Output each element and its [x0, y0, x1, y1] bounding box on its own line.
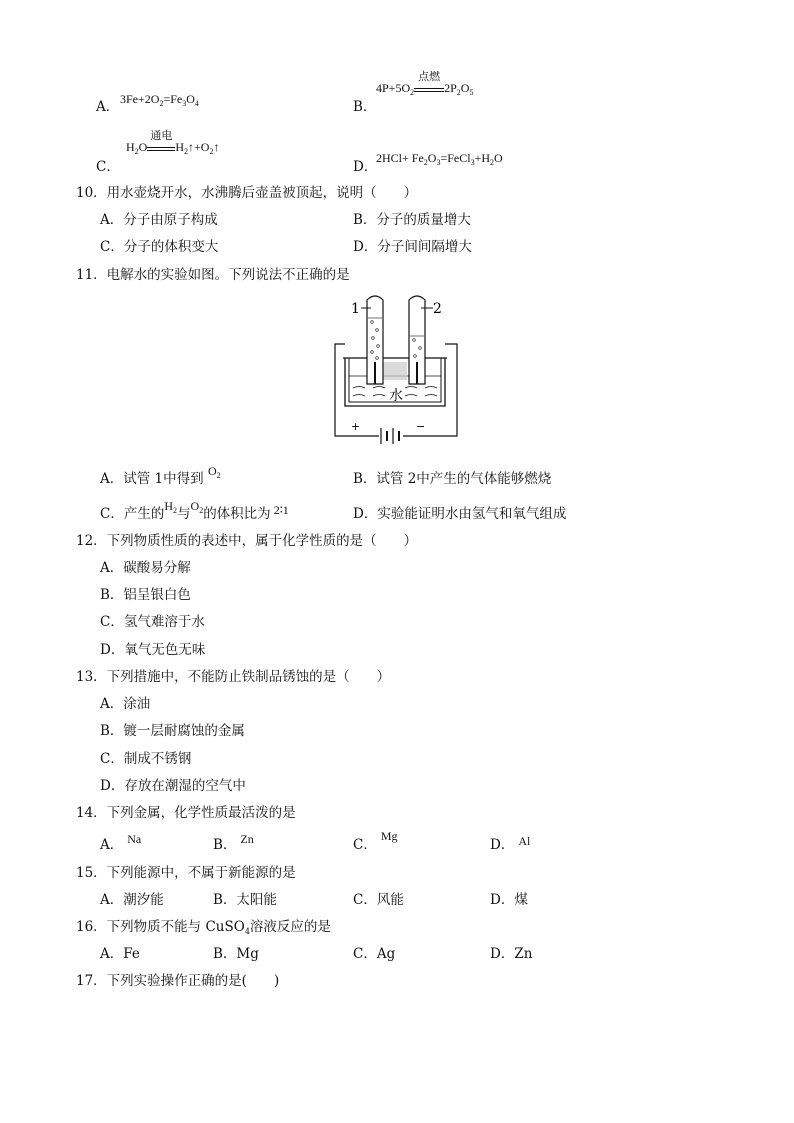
- minus-label: −: [416, 420, 426, 433]
- q9-option-b-formula: $4P+5O_2$ 点燃 $2P_2O_5$: [376, 71, 474, 97]
- q12-option-b: B．铝呈银白色: [100, 587, 191, 603]
- q9-option-a-formula: $3Fe+2O_2=Fe_3O_4$: [120, 92, 199, 108]
- q13-option-b: B．镀一层耐腐蚀的金属: [100, 723, 245, 739]
- q15-option-d: D．煤: [490, 892, 528, 908]
- q9-option-b-letter: B．: [353, 99, 377, 115]
- q14-option-d: D． Al: [490, 834, 531, 853]
- q14-option-b: B． Zn: [213, 832, 254, 853]
- q13-option-c: C．制成不锈钢: [100, 751, 192, 767]
- q10-option-b: B．分子的质量增大: [353, 212, 471, 228]
- q9-option-c-formula: $H_2O$ 通电 $H_2↑+O_2↑$: [126, 130, 220, 156]
- q13-stem: 13．下列措施中，不能防止铁制品锈蚀的是（ ）: [76, 669, 391, 685]
- tube-2-label: 2: [433, 301, 442, 317]
- q9-option-d-formula: $2HCl+ Fe_2O_3=FeCl_3+H_2O$: [376, 151, 503, 167]
- q16-option-b: B．Mg: [213, 946, 259, 962]
- q9-option-a-letter: A．: [96, 99, 120, 115]
- q11-option-d: D．实验能证明水由氢气和氧气组成: [353, 506, 567, 522]
- q16-stem: 16．下列物质不能与 CuSO$_4$溶液反应的是: [76, 919, 331, 936]
- tube-1-label: 1: [351, 301, 360, 317]
- q13-option-a: A．涂油: [100, 696, 151, 712]
- q11-stem: 11．电解水的实验如图。下列说法不正确的是: [76, 267, 350, 283]
- q14-option-a: A． Na: [100, 832, 142, 853]
- q10-stem: 10．用水壶烧开水，水沸腾后壶盖被顶起，说明（ ）: [76, 185, 418, 201]
- q12-stem: 12．下列物质性质的表述中，属于化学性质的是（ ）: [76, 533, 418, 549]
- q16-option-d: D．Zn: [490, 946, 533, 962]
- q15-option-a: A．潮汐能: [100, 892, 164, 908]
- q14-option-c: C．Mg: [353, 829, 398, 853]
- electrolysis-diagram: [325, 292, 465, 452]
- q9-option-d-letter: D．: [353, 159, 378, 175]
- q14-stem: 14．下列金属，化学性质最活泼的是: [76, 805, 296, 821]
- q15-stem: 15．下列能源中，不属于新能源的是: [76, 865, 296, 881]
- plus-label: +: [351, 420, 361, 433]
- q9-option-c-letter: C．: [96, 159, 120, 175]
- q10-option-c: C．分子的体积变大: [100, 239, 219, 255]
- q12-option-a: A．碳酸易分解: [100, 560, 191, 576]
- q10-option-d: D．分子间间隔增大: [353, 239, 472, 255]
- q13-option-d: D．存放在潮湿的空气中: [100, 778, 246, 794]
- q15-option-c: C．风能: [353, 892, 404, 908]
- q12-option-d: D．氧气无色无味: [100, 642, 206, 658]
- q16-option-c: C．Ag: [353, 946, 396, 962]
- q10-option-a: A．分子由原子构成: [100, 212, 218, 228]
- water-label: 水: [389, 388, 403, 404]
- q17-stem: 17．下列实验操作正确的是( ): [76, 973, 280, 989]
- q12-option-c: C．氢气难溶于水: [100, 614, 205, 630]
- q11-option-c: C．产生的$H_2$与$O_2$的体积比为 2∶1: [100, 499, 289, 522]
- q11-option-b: B．试管 2中产生的气体能够燃烧: [353, 471, 552, 487]
- q9-c-condition: 通电: [150, 130, 173, 142]
- q15-option-b: B．太阳能: [213, 892, 277, 908]
- q9-b-condition: 点燃: [418, 71, 441, 83]
- q16-option-a: A．Fe: [100, 946, 140, 962]
- q11-option-a: A．试管 1中得到 $O_2$: [100, 464, 221, 487]
